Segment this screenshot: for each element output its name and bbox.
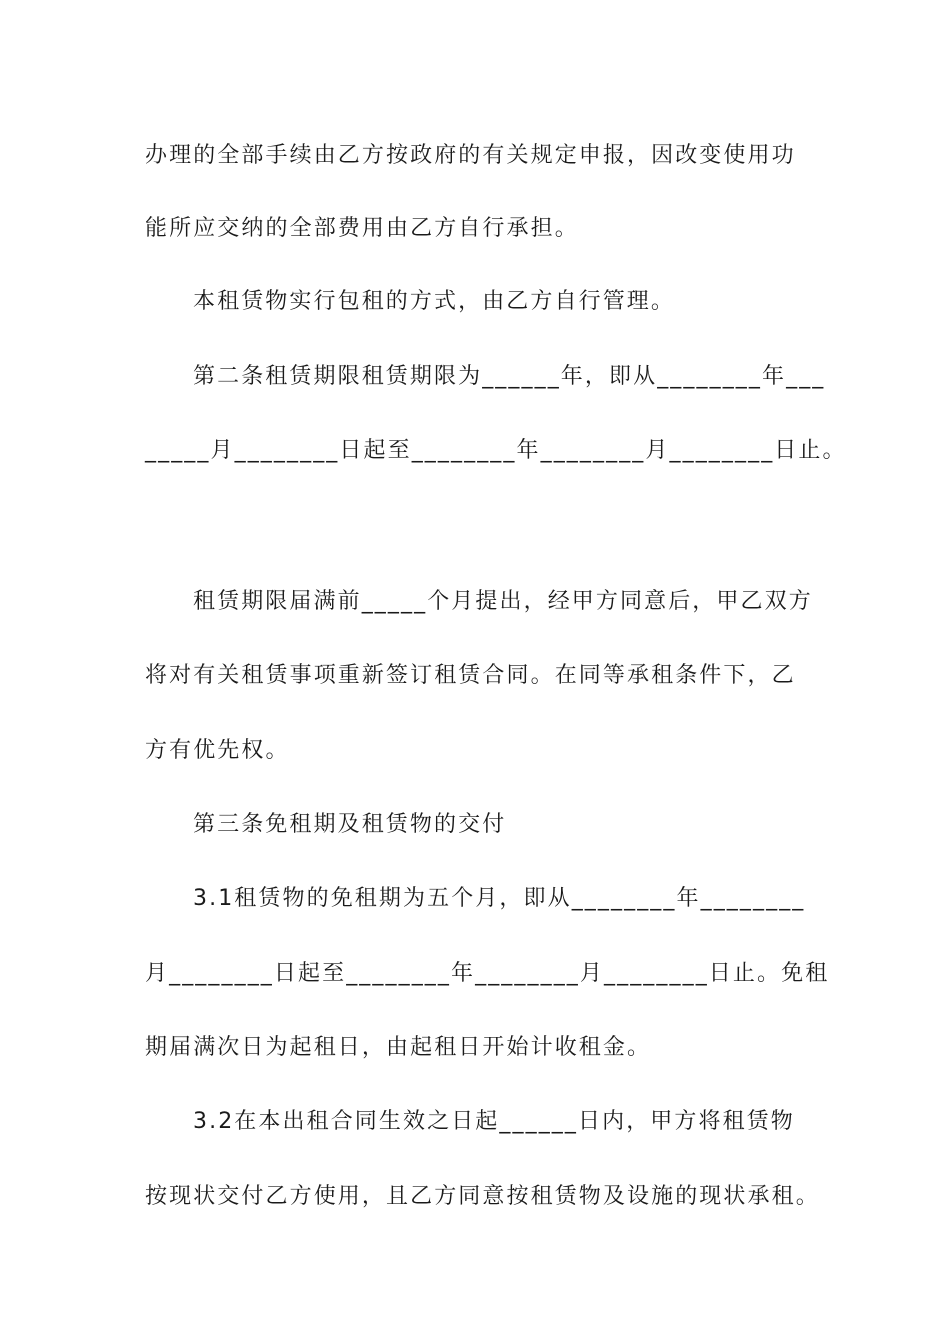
text-line-11: 月________日起至________年________月________日止。免租	[145, 961, 830, 986]
clause-3-1-line: 3.1租赁物的免租期为五个月，即从________年________	[193, 886, 806, 911]
text-line-3: 本租赁物实行包租的方式，由乙方自行管理。	[193, 289, 676, 314]
text-line-6: 租赁期限届满前_____个月提出，经甲方同意后，甲乙双方	[193, 589, 813, 614]
text-line-7: 将对有关租赁事项重新签订租赁合同。在同等承租条件下，乙	[145, 663, 796, 688]
text-line-2: 能所应交纳的全部费用由乙方自行承担。	[145, 216, 579, 241]
text-line-14: 按现状交付乙方使用，且乙方同意按租赁物及设施的现状承租。	[145, 1184, 820, 1209]
text-line-8: 方有优先权。	[145, 738, 290, 763]
text-line-1: 办理的全部手续由乙方按政府的有关规定申报，因改变使用功	[145, 143, 796, 168]
article-3-heading: 第三条免租期及租赁物的交付	[193, 812, 507, 837]
article-2-heading-line: 第二条租赁期限租赁期限为______年，即从________年___	[193, 364, 826, 389]
text-line-5: _____月________日起至________年________月________日止。	[145, 438, 847, 463]
text-line-12: 期届满次日为起租日，由起租日开始计收租金。	[145, 1035, 652, 1060]
clause-3-2-line: 3.2在本出租合同生效之日起______日内，甲方将租赁物	[193, 1109, 795, 1134]
